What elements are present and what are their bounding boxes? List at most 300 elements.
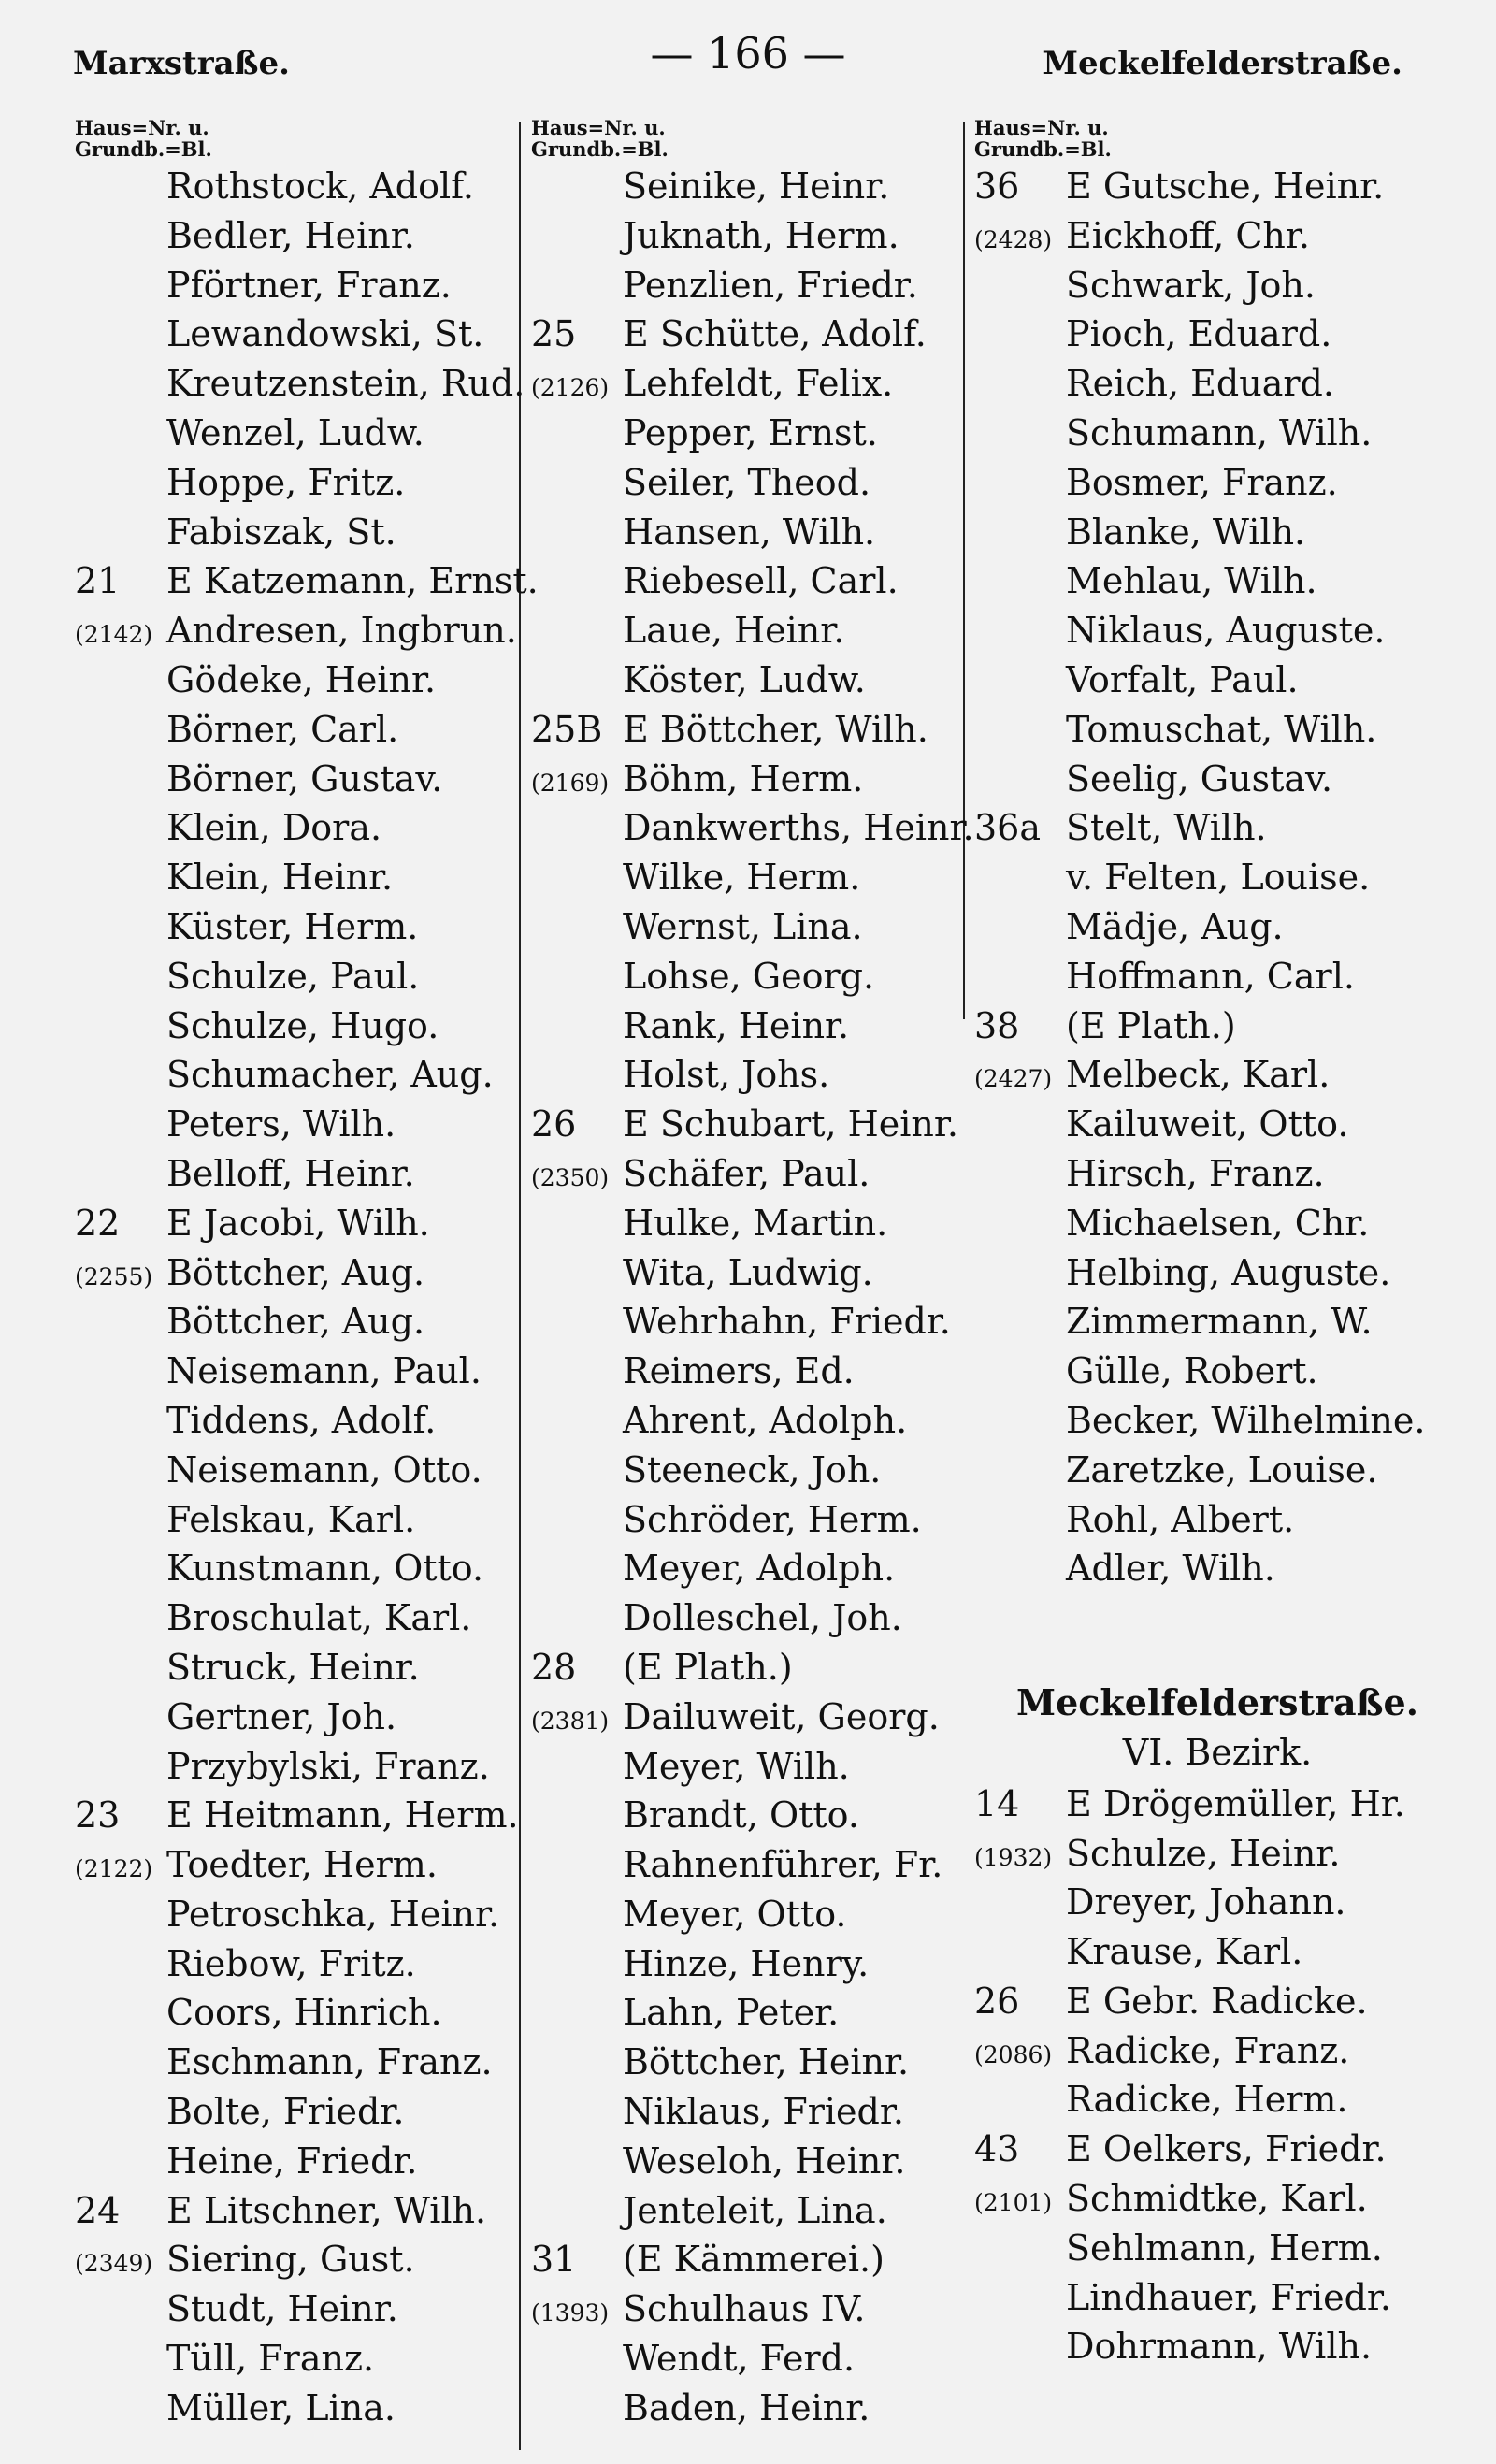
list-item <box>974 1400 1460 1449</box>
house-number: (2086) <box>974 2040 1053 2068</box>
house-number: 38 <box>974 1004 1020 1046</box>
list-item <box>75 709 514 758</box>
list-item <box>531 2190 971 2240</box>
list-item <box>531 512 971 561</box>
resident-name: Klein, Dora. <box>166 807 382 849</box>
list-item <box>75 2190 514 2240</box>
resident-name: Reimers, Ed. <box>623 1350 855 1392</box>
resident-name: Michaelsen, Chr. <box>1066 1202 1370 1244</box>
column-header-line: Haus=Nr. u. <box>75 116 209 139</box>
resident-name: E Drögemüller, Hr. <box>1066 1782 1405 1824</box>
list-item <box>531 857 971 906</box>
list-item <box>75 1153 514 1203</box>
resident-name: Böhm, Herm. <box>623 757 864 800</box>
resident-name: v. Felten, Louise. <box>1066 857 1371 899</box>
resident-name: Przybylski, Franz. <box>166 1745 490 1787</box>
list-item <box>531 1301 971 1350</box>
resident-name: Meyer, Adolph. <box>623 1548 896 1590</box>
list-item <box>531 265 971 314</box>
list-item <box>974 1203 1460 1252</box>
column-3 <box>974 117 1460 2375</box>
list-item <box>974 758 1460 808</box>
resident-name: Krause, Karl. <box>1066 1931 1303 1973</box>
list-item <box>75 363 525 412</box>
list-item <box>531 1153 971 1203</box>
list-item <box>75 1449 514 1499</box>
house-number: (1393) <box>531 2299 610 2327</box>
house-number: 23 <box>75 1794 121 1837</box>
resident-name: Rahnenführer, Fr. <box>623 1844 943 1886</box>
list-item <box>974 1833 1460 1882</box>
list-item <box>531 1597 971 1647</box>
list-item <box>75 1400 514 1449</box>
resident-name: Lahn, Peter. <box>623 1992 840 2034</box>
list-item <box>75 659 514 709</box>
resident-name: Stelt, Wilh. <box>1066 807 1267 849</box>
list-item <box>974 956 1460 1005</box>
house-number: (2350) <box>531 1163 610 1191</box>
resident-name: Helbing, Auguste. <box>1066 1251 1391 1293</box>
resident-name: Meyer, Wilh. <box>623 1745 850 1787</box>
resident-name: Schwark, Joh. <box>1066 264 1316 306</box>
list-item <box>75 1794 519 1844</box>
resident-name: Böttcher, Heinr. <box>623 2041 910 2083</box>
list-item <box>974 363 1460 412</box>
list-item <box>75 2387 514 2437</box>
resident-name: Juknath, Herm. <box>623 214 899 256</box>
list-item <box>75 758 514 808</box>
entry-list <box>75 166 539 2437</box>
column-header-line: Haus=Nr. u. <box>531 116 666 139</box>
resident-name: Seinike, Heinr. <box>623 166 890 207</box>
list-item <box>75 1005 514 1055</box>
list-item <box>531 807 974 857</box>
column-header-line: Haus=Nr. u. <box>974 116 1109 139</box>
resident-name: Melbeck, Karl. <box>1066 1054 1331 1096</box>
resident-name: Schmidtke, Karl. <box>1066 2178 1368 2220</box>
resident-name: Tiddens, Adolf. <box>166 1399 437 1441</box>
list-item <box>75 1696 514 1746</box>
house-number: 24 <box>75 2189 121 2231</box>
resident-name: Peters, Wilh. <box>166 1103 396 1146</box>
list-item <box>531 1499 971 1549</box>
resident-name: Rohl, Albert. <box>1066 1498 1295 1540</box>
resident-name: Jenteleit, Lina. <box>623 2189 887 2231</box>
resident-name: E Schubart, Heinr. <box>623 1103 958 1146</box>
list-item <box>75 906 514 956</box>
list-item <box>75 265 514 314</box>
resident-name: Radicke, Franz. <box>1066 2029 1350 2071</box>
list-item <box>531 1943 971 1993</box>
resident-name: Petroschka, Heinr. <box>166 1893 500 1935</box>
resident-name: Bosmer, Franz. <box>1066 461 1338 503</box>
resident-name: Hirsch, Franz. <box>1066 1152 1325 1194</box>
list-item <box>974 215 1460 265</box>
house-number: 26 <box>531 1103 577 1146</box>
house-number: (2255) <box>75 1262 153 1290</box>
list-item <box>531 412 971 462</box>
resident-name: Lewandowski, St. <box>166 313 484 355</box>
list-item <box>75 313 514 363</box>
list-item <box>974 1054 1460 1103</box>
resident-name: Lehfeldt, Felix. <box>623 363 894 405</box>
list-item <box>75 1992 514 2041</box>
list-item <box>531 1449 971 1499</box>
resident-name: Neisemann, Paul. <box>166 1350 482 1392</box>
list-item <box>974 166 1460 215</box>
resident-name: Schumann, Wilh. <box>1066 411 1373 454</box>
list-item <box>531 1054 971 1103</box>
house-number: (2428) <box>974 225 1053 253</box>
list-item <box>531 363 971 412</box>
list-item <box>974 2326 1460 2375</box>
resident-name: E Gebr. Radicke. <box>1066 1980 1368 2022</box>
list-item <box>531 1548 971 1597</box>
resident-name: Kreutzenstein, Rud. <box>166 363 525 405</box>
list-item <box>531 659 971 709</box>
resident-name: Meyer, Otto. <box>623 1893 847 1935</box>
list-item <box>75 2239 514 2288</box>
resident-name: Gülle, Robert. <box>1066 1350 1318 1392</box>
list-item <box>974 1350 1460 1400</box>
resident-name: Bedler, Heinr. <box>166 214 415 256</box>
house-number: 22 <box>75 1202 121 1244</box>
list-item <box>531 1203 971 1252</box>
resident-name: Lindhauer, Friedr. <box>1066 2276 1391 2318</box>
resident-name: Wenzel, Ludw. <box>166 411 424 454</box>
house-number: 36 <box>974 166 1020 207</box>
list-item <box>974 512 1460 561</box>
list-item <box>531 1992 971 2041</box>
resident-name: Bolte, Friedr. <box>166 2091 405 2133</box>
resident-name: Tüll, Franz. <box>166 2338 375 2380</box>
resident-name: Baden, Heinr. <box>623 2386 870 2428</box>
resident-name: Schulze, Heinr. <box>1066 1832 1341 1874</box>
resident-name: Dreyer, Johann. <box>1066 1881 1346 1924</box>
list-item <box>974 462 1460 512</box>
list-item <box>974 560 1460 610</box>
list-item <box>974 906 1460 956</box>
list-item <box>974 2178 1460 2227</box>
list-item <box>531 956 971 1005</box>
list-item <box>974 1881 1460 1931</box>
list-item <box>75 512 514 561</box>
house-number: (2122) <box>75 1855 153 1883</box>
resident-name: Felskau, Karl. <box>166 1498 416 1540</box>
resident-name: (E Kämmerei.) <box>623 2239 885 2281</box>
list-item <box>75 2288 514 2338</box>
list-item <box>531 2239 971 2288</box>
resident-name: Schulze, Paul. <box>166 955 420 997</box>
resident-name: Niklaus, Auguste. <box>1066 610 1386 652</box>
column-2 <box>531 116 974 2437</box>
resident-name: Pepper, Ernst. <box>623 411 878 454</box>
list-item <box>974 709 1460 758</box>
resident-name: Coors, Hinrich. <box>166 1992 442 2034</box>
column-divider <box>519 122 521 2450</box>
resident-name: Tomuschat, Wilh. <box>1066 708 1377 750</box>
list-item <box>531 906 971 956</box>
list-item <box>531 1350 971 1400</box>
resident-name: Dohrmann, Wilh. <box>1066 2326 1373 2368</box>
resident-name: Toedter, Herm. <box>166 1844 438 1886</box>
list-item <box>75 2140 514 2190</box>
resident-name: Dolleschel, Joh. <box>623 1597 902 1639</box>
resident-name: Radicke, Herm. <box>1066 2079 1348 2121</box>
resident-name: Zimmermann, W. <box>1066 1301 1373 1343</box>
list-item <box>531 1794 971 1844</box>
column-header <box>75 117 514 160</box>
list-item <box>75 1647 514 1696</box>
list-item <box>974 2227 1460 2277</box>
list-item <box>531 2041 971 2091</box>
resident-name: Hoffmann, Carl. <box>1066 955 1355 997</box>
resident-name: Eschmann, Franz. <box>166 2041 493 2083</box>
resident-name: Hoppe, Fritz. <box>166 461 406 503</box>
column-header-line: Grundb.=Bl. <box>75 137 212 161</box>
resident-name: Holst, Johs. <box>623 1054 830 1096</box>
list-item <box>974 1153 1460 1203</box>
list-item <box>974 610 1460 659</box>
list-item <box>531 215 971 265</box>
resident-name: Dailuweit, Georg. <box>623 1695 940 1737</box>
resident-name: Kailuweit, Otto. <box>1066 1103 1349 1146</box>
list-item <box>531 313 971 363</box>
resident-name: Struck, Heinr. <box>166 1646 420 1688</box>
resident-name: Eickhoff, Chr. <box>1066 214 1310 256</box>
resident-name: Belloff, Heinr. <box>166 1152 415 1194</box>
list-item <box>974 1252 1460 1302</box>
resident-name: Wehrhahn, Friedr. <box>623 1301 951 1343</box>
resident-name: Neisemann, Otto. <box>166 1448 482 1491</box>
house-number: (2169) <box>531 769 610 797</box>
list-item <box>974 313 1460 363</box>
house-number: (2349) <box>75 2250 153 2278</box>
house-number: (2126) <box>531 374 610 402</box>
resident-name: Penzlien, Friedr. <box>623 264 918 306</box>
resident-name: Adler, Wilh. <box>1066 1548 1275 1590</box>
list-item <box>75 956 514 1005</box>
entry-list <box>974 1783 1460 2376</box>
resident-name: Klein, Heinr. <box>166 857 394 899</box>
list-item <box>75 1054 514 1103</box>
list-item <box>75 1301 514 1350</box>
resident-name: E Jacobi, Wilh. <box>166 1202 430 1244</box>
resident-name: Gödeke, Heinr. <box>166 658 437 700</box>
house-number: (2427) <box>974 1065 1053 1093</box>
resident-name: Wilke, Herm. <box>623 857 861 899</box>
resident-name: E Böttcher, Wilh. <box>623 708 928 750</box>
running-head-left: Marxstraße. <box>73 45 290 82</box>
house-number: 26 <box>974 1980 1020 2022</box>
list-item <box>75 215 514 265</box>
list-item <box>974 1548 1460 1597</box>
list-item <box>75 1499 514 1549</box>
resident-name: Siering, Gust. <box>166 2239 415 2281</box>
district-label: VI. Bezirk. <box>1122 1731 1313 1773</box>
list-item <box>531 560 971 610</box>
list-item <box>974 807 1460 857</box>
list-item <box>75 412 514 462</box>
list-item <box>531 1696 971 1746</box>
list-item <box>75 1844 514 1894</box>
resident-name: Becker, Wilhelmine. <box>1066 1399 1426 1441</box>
resident-name: Pförtner, Franz. <box>166 264 452 306</box>
list-item <box>75 560 539 610</box>
list-item <box>974 1301 1460 1350</box>
resident-name: Vorfalt, Paul. <box>1066 658 1299 700</box>
resident-name: Hulke, Martin. <box>623 1202 888 1244</box>
column-header-line: Grundb.=Bl. <box>531 137 669 161</box>
resident-name: Zaretzke, Louise. <box>1066 1448 1378 1491</box>
resident-name: E Heitmann, Herm. <box>166 1794 519 1837</box>
resident-name: Seelig, Gustav. <box>1066 757 1333 800</box>
house-number: 43 <box>974 2128 1020 2170</box>
list-item <box>75 2338 514 2387</box>
list-item <box>75 2041 514 2091</box>
resident-name: Blanke, Wilh. <box>1066 511 1306 553</box>
list-item <box>75 1894 514 1943</box>
resident-name: Köster, Ludw. <box>623 658 866 700</box>
street-heading: Meckelfelderstraße. <box>1016 1681 1418 1724</box>
list-item <box>531 2140 971 2190</box>
house-number: 36a <box>974 807 1042 849</box>
list-item <box>531 2338 971 2387</box>
house-number: (2142) <box>75 621 153 649</box>
list-item <box>531 1103 971 1153</box>
resident-name: E Gutsche, Heinr. <box>1066 166 1385 207</box>
list-item <box>75 610 517 659</box>
list-item <box>75 857 514 906</box>
list-item <box>974 2030 1460 2080</box>
list-item <box>974 857 1460 906</box>
resident-name: Schumacher, Aug. <box>166 1054 494 1096</box>
list-item <box>531 1844 971 1894</box>
resident-name: Dankwerths, Heinr. <box>623 807 974 849</box>
section-spacer <box>974 1597 1460 1679</box>
list-item <box>531 166 971 215</box>
house-number: 28 <box>531 1646 577 1688</box>
list-item <box>75 1597 514 1647</box>
page-number: — 166 — <box>650 28 846 79</box>
resident-name: Niklaus, Friedr. <box>623 2091 904 2133</box>
list-item <box>974 2277 1460 2327</box>
house-number: 25 <box>531 313 577 355</box>
house-number: 14 <box>974 1782 1020 1824</box>
resident-name: Börner, Carl. <box>166 708 399 750</box>
resident-name: Broschulat, Karl. <box>166 1597 472 1639</box>
resident-name: Böttcher, Aug. <box>166 1301 425 1343</box>
resident-name: Schäfer, Paul. <box>623 1152 870 1194</box>
list-item <box>531 2091 971 2140</box>
resident-name: Wendt, Ferd. <box>623 2338 856 2380</box>
list-item <box>75 807 514 857</box>
list-item <box>974 265 1460 314</box>
resident-name: Hansen, Wilh. <box>623 511 876 553</box>
column-header-line: Grundb.=Bl. <box>974 137 1112 161</box>
running-head-right: Meckelfelderstraße. <box>1043 45 1402 82</box>
resident-name: Börner, Gustav. <box>166 757 443 800</box>
list-item <box>531 462 971 512</box>
entry-list <box>974 166 1460 1597</box>
resident-name: Riebow, Fritz. <box>166 1942 416 1984</box>
list-item <box>531 1400 971 1449</box>
resident-name: Schröder, Herm. <box>623 1498 922 1540</box>
list-item <box>974 2079 1460 2128</box>
entry-list <box>531 166 974 2437</box>
list-item <box>531 1894 971 1943</box>
resident-name: Weseloh, Heinr. <box>623 2140 906 2182</box>
resident-name: Laue, Heinr. <box>623 610 845 652</box>
list-item <box>75 1252 514 1302</box>
list-item <box>974 1981 1460 2030</box>
resident-name: Mädje, Aug. <box>1066 905 1284 947</box>
resident-name: E Oelkers, Friedr. <box>1066 2128 1387 2170</box>
list-item <box>531 610 971 659</box>
house-number: 25B <box>531 708 603 750</box>
list-item <box>974 412 1460 462</box>
resident-name: Steeneck, Joh. <box>623 1448 882 1491</box>
resident-name: (E Plath.) <box>1066 1004 1236 1046</box>
resident-name: Sehlmann, Herm. <box>1066 2226 1383 2269</box>
list-item <box>531 2387 971 2437</box>
resident-name: Riebesell, Carl. <box>623 560 899 602</box>
resident-name: Rank, Heinr. <box>623 1004 850 1046</box>
resident-name: Müller, Lina. <box>166 2386 396 2428</box>
list-item <box>531 2288 971 2338</box>
list-item <box>974 2128 1460 2178</box>
column-header <box>531 117 971 160</box>
list-item <box>974 1005 1460 1055</box>
resident-name: Wita, Ludwig. <box>623 1251 873 1293</box>
resident-name: Lohse, Georg. <box>623 955 875 997</box>
list-item <box>531 1252 971 1302</box>
resident-name: Pioch, Eduard. <box>1066 313 1332 355</box>
house-number: 21 <box>75 560 121 602</box>
list-item <box>531 758 971 808</box>
resident-name: Heine, Friedr. <box>166 2140 418 2182</box>
resident-name: E Katzemann, Ernst. <box>166 560 539 602</box>
resident-name: (E Plath.) <box>623 1646 793 1688</box>
list-item <box>75 1548 514 1597</box>
resident-name: Schulhaus IV. <box>623 2288 866 2330</box>
list-item <box>974 1499 1460 1549</box>
list-item <box>75 166 514 215</box>
resident-name: Andresen, Ingbrun. <box>166 610 517 652</box>
list-item <box>75 1103 514 1153</box>
column-1 <box>75 116 539 2437</box>
resident-name: E Litschner, Wilh. <box>166 2189 487 2231</box>
resident-name: Mehlau, Wilh. <box>1066 560 1317 602</box>
resident-name: Brandt, Otto. <box>623 1794 859 1837</box>
resident-name: Kunstmann, Otto. <box>166 1548 484 1590</box>
list-item <box>75 1746 514 1795</box>
house-number: 31 <box>531 2239 577 2281</box>
list-item <box>974 659 1460 709</box>
list-item <box>974 1103 1460 1153</box>
resident-name: Rothstock, Adolf. <box>166 166 474 207</box>
resident-name: Ahrent, Adolph. <box>623 1399 908 1441</box>
resident-name: Reich, Eduard. <box>1066 363 1334 405</box>
list-item <box>974 1449 1460 1499</box>
house-number: (2101) <box>974 2189 1053 2217</box>
house-number: (2381) <box>531 1707 610 1735</box>
resident-name: Gertner, Joh. <box>166 1695 397 1737</box>
resident-name: Hinze, Henry. <box>623 1942 870 1984</box>
resident-name: Studt, Heinr. <box>166 2288 398 2330</box>
list-item <box>75 462 514 512</box>
resident-name: Böttcher, Aug. <box>166 1251 425 1293</box>
